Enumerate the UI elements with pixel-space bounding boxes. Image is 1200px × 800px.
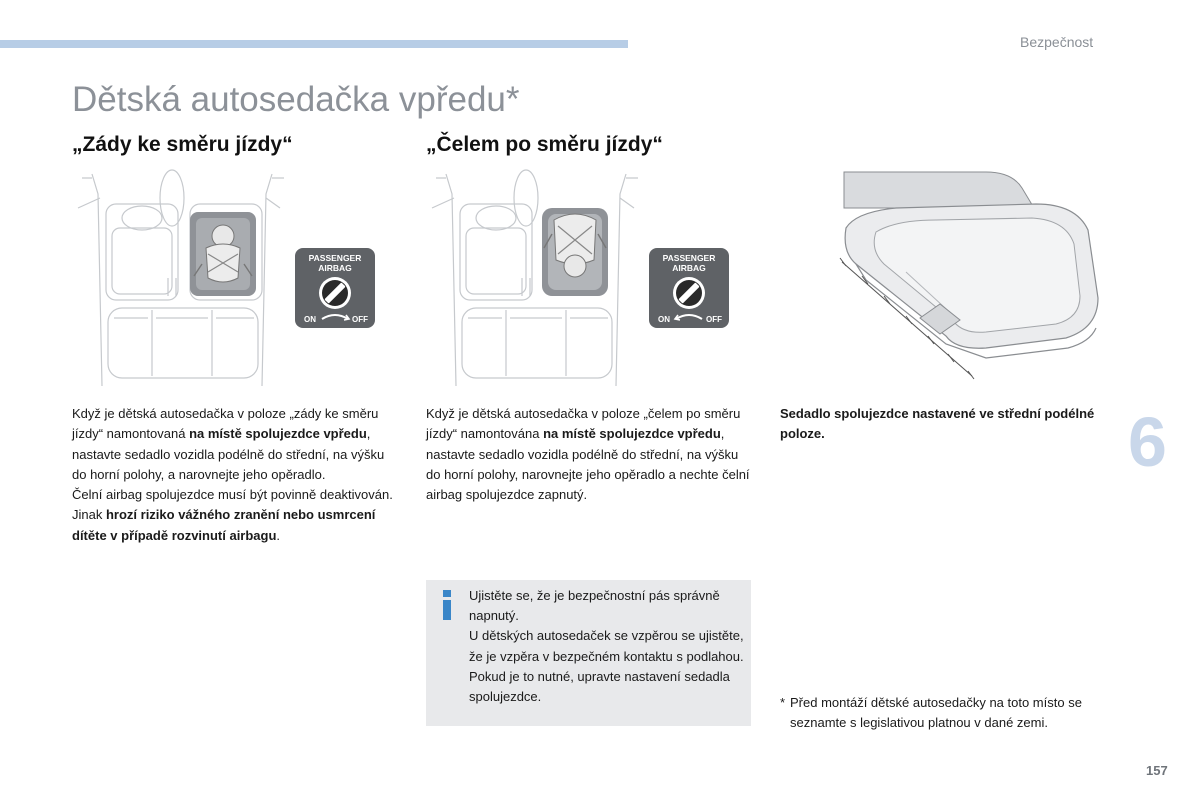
section-label: Bezpečnost [1020, 34, 1094, 50]
top-accent-bar [0, 40, 628, 48]
switch-on-label: ON [304, 315, 316, 324]
child-head [564, 255, 586, 277]
rear-facing-paragraph-2 [72, 485, 402, 546]
airbag-switch-off [294, 247, 376, 329]
seat-caption-text: Sedadlo spolujezdce nastavené ve střední podélné poloze. [780, 406, 1095, 442]
text-segment: Když je dětská autosedačka v poloze „čelem po směru jízdy“ namontována [426, 406, 741, 442]
switch-off-label: OFF [352, 315, 368, 324]
rear-facing-paragraph-1 [72, 404, 402, 485]
text-bold-segment: na místě spolujezdce vpředu [189, 426, 367, 442]
footnote-marker: * [780, 695, 786, 710]
text-segment: , nastavte sedadlo vozidla podélně do střední, na výšku do horní polohy, narovnejte jeho opěradlo a nechte čelní airbag spolujezdce zapnutý. [426, 426, 750, 503]
text-segment: . [276, 527, 281, 543]
heading-rear-facing: „Zády ke směru jízdy“ [72, 133, 293, 156]
switch-label-passenger: PASSENGER [662, 253, 716, 263]
text-segment: Když je dětská autosedačka v poloze „zády ke směru jízdy“ namontovaná [72, 406, 379, 442]
text-segment: , nastavte sedadlo vozidla podélně do střední, na výšku do horní polohy, a narovnejte jeho opěradlo. [72, 426, 385, 482]
page-number: 157 [1146, 763, 1168, 778]
chapter-number: 6 [1128, 403, 1167, 481]
switch-label-airbag: AIRBAG [672, 263, 706, 273]
info-text [469, 586, 749, 707]
forward-facing-paragraph [426, 404, 756, 505]
rear-facing-text [72, 404, 402, 546]
seat-caption [780, 404, 1110, 445]
footnote-text: Před montáží dětské autosedačky na toto místo se seznamte s legislativou platnou v dané zemi. [790, 695, 1082, 731]
info-box [426, 580, 751, 726]
seat-side-view [836, 168, 1108, 383]
text-segment: Čelní airbag spolujezdce musí být povinně deaktivován. Jinak [72, 487, 393, 523]
text-bold-segment: na místě spolujezdce vpředu [543, 426, 721, 442]
switch-label-airbag: AIRBAG [318, 263, 352, 273]
heading-forward-facing: „Čelem po směru jízdy“ [426, 133, 663, 156]
airbag-switch-on-icon [648, 247, 730, 329]
info-icon [440, 590, 454, 620]
info-text-line-1: Ujistěte se, že je bezpečnostní pás správně napnutý. [469, 588, 720, 624]
info-text-line-2: U dětských autosedaček se vzpěrou se ujistěte, že je vzpěra v bezpečném kontaktu s podlahou. Pokud je to nutné, upravte nastavení sedadla spolujezdce. [469, 628, 744, 705]
page-title: Dětská autosedačka vpředu* [72, 80, 520, 119]
airbag-switch-off-icon [294, 247, 376, 329]
switch-on-label: ON [658, 315, 670, 324]
airbag-switch-on [648, 247, 730, 329]
text-bold-segment: hrozí riziko vážného zranění nebo usmrcení dítěte v případě rozvinutí airbagu [72, 507, 376, 543]
passenger-seat-illustration [836, 168, 1108, 383]
footnote [780, 693, 1120, 733]
switch-label-passenger: PASSENGER [308, 253, 362, 263]
switch-off-label: OFF [706, 315, 722, 324]
forward-facing-text [426, 404, 756, 505]
